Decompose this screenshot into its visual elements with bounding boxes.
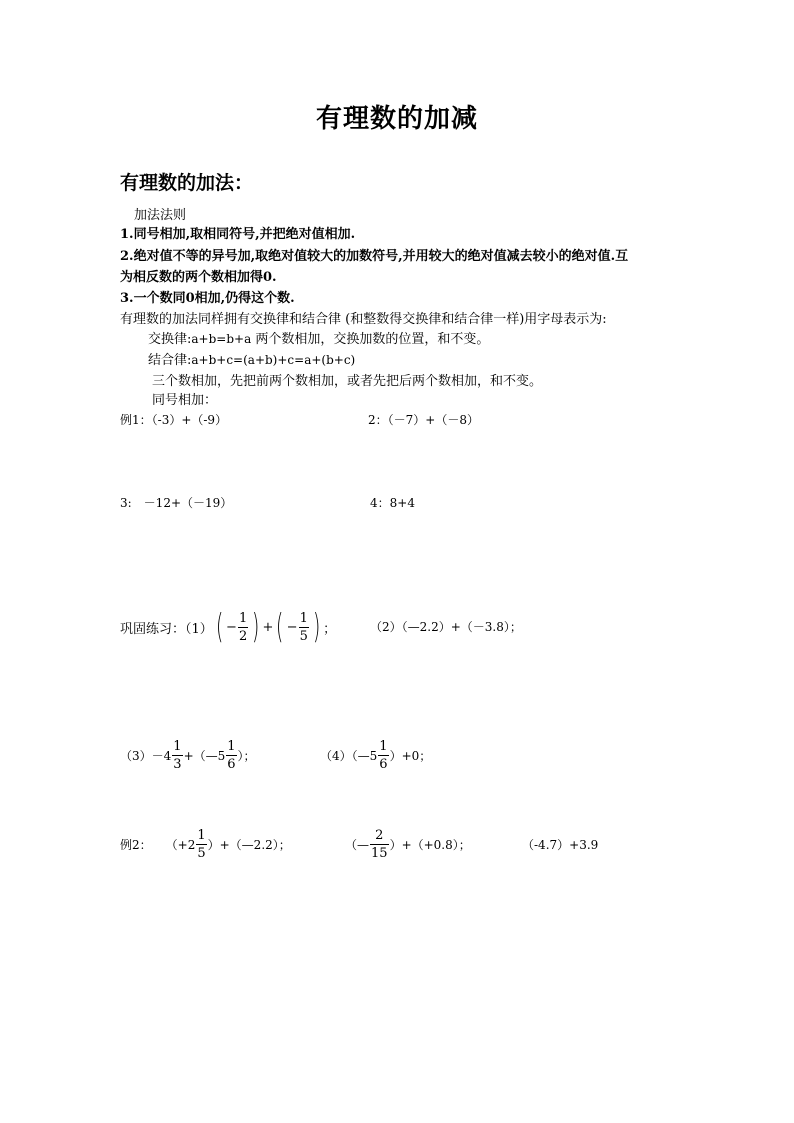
example1-problem-3: 3: －12+（－19） [120, 496, 233, 510]
semicolon: ； [323, 621, 337, 637]
problem-a-suffix: ）+（—2.2）； [207, 837, 291, 852]
example2-problem-b [345, 824, 471, 864]
commutative-desc: 两个数相加，交换加数的位置，和不变。 [251, 332, 490, 347]
associative-law [148, 349, 355, 368]
prefix: （3）－4 [120, 748, 172, 763]
fraction [378, 740, 388, 771]
example1-problem-4: 4：8+4 [370, 496, 415, 510]
numerator: 1 [173, 738, 182, 754]
fraction [238, 612, 248, 643]
laws-intro: 有理数的加法同样拥有交换律和结合律 (和整数得交换律和结合律一样)用字母表示为: [120, 312, 607, 327]
numerator: 2 [375, 827, 384, 843]
numerator: 1 [238, 610, 248, 626]
problem-b-prefix: （— [345, 837, 370, 852]
section-heading: 有理数的加法： [120, 172, 254, 194]
rule-2: 2.绝对值不等的异号加,取绝对值较大的加数符号,并用较大的绝对值减去较小的绝对值.互 [120, 249, 629, 264]
middle: +（—5 [183, 748, 226, 763]
fraction [370, 829, 389, 860]
fraction [172, 740, 182, 771]
fraction [299, 612, 309, 643]
practice-problem-2: （2）（—2.2）+（－3.8）； [370, 620, 522, 634]
practice-problem-4 [320, 736, 431, 774]
associative-label: 结合律: [148, 353, 192, 368]
denominator: 5 [299, 628, 308, 644]
associative-formula: a+b+c=(a+b)+c=a+(b+c) [191, 353, 356, 367]
example1-problem-1: 例1：（-3）+（-9） [120, 413, 228, 427]
same-sign-heading: 同号相加： [152, 393, 218, 408]
numerator: 1 [299, 610, 308, 626]
numerator: 1 [227, 738, 236, 754]
fraction [196, 829, 206, 860]
left-paren-icon: ( [215, 607, 224, 647]
numerator: 1 [197, 827, 206, 843]
denominator: 15 [371, 845, 388, 861]
denominator: 2 [238, 628, 248, 644]
rule-1: 1.同号相加,取相同符号,并把绝对值相加. [120, 227, 356, 242]
commutative-formula: a+b=b+a [191, 332, 252, 346]
denominator: 6 [379, 756, 388, 772]
problem-a-prefix: （+2 [165, 837, 196, 852]
problem-b-suffix: ）+（+0.8）； [389, 837, 471, 852]
denominator: 6 [227, 756, 236, 772]
denominator: 5 [197, 845, 206, 861]
minus-sign: − [226, 619, 237, 635]
example1-problem-2: 2：（－7）+（－8） [368, 413, 479, 427]
numerator: 1 [379, 738, 388, 754]
fraction [226, 740, 236, 771]
rule-3: 3.一个数同0相加,仍得这个数. [120, 291, 295, 306]
right-paren-icon: ) [312, 607, 321, 647]
commutative-label: 交换律: [148, 332, 192, 347]
left-paren-icon: ( [276, 607, 284, 647]
practice-problem-3 [120, 736, 256, 774]
rule-header: 加法法则 [134, 208, 187, 223]
practice-label: 巩固练习：（1） [120, 621, 213, 637]
page-title: 有理数的加减 [315, 104, 478, 134]
example2-row [120, 824, 291, 864]
example2-problem-c: （-4.7）+3.9 [522, 838, 599, 852]
example2-label: 例2： [120, 837, 152, 852]
associative-desc: 三个数相加，先把前两个数相加，或者先把后两个数相加，和不变。 [152, 374, 543, 389]
plus-sign: + [262, 619, 274, 635]
rule-2-cont: 为相反数的两个数相加得0. [120, 270, 277, 285]
suffix: ）； [237, 748, 256, 763]
denominator: 3 [173, 756, 182, 772]
minus-sign: − [286, 619, 298, 635]
suffix: ）+0； [389, 748, 432, 763]
commutative-law [148, 328, 489, 347]
prefix: （4）（—5 [320, 748, 378, 763]
right-paren-icon: ) [252, 607, 260, 647]
practice-problem-1 [120, 604, 336, 650]
